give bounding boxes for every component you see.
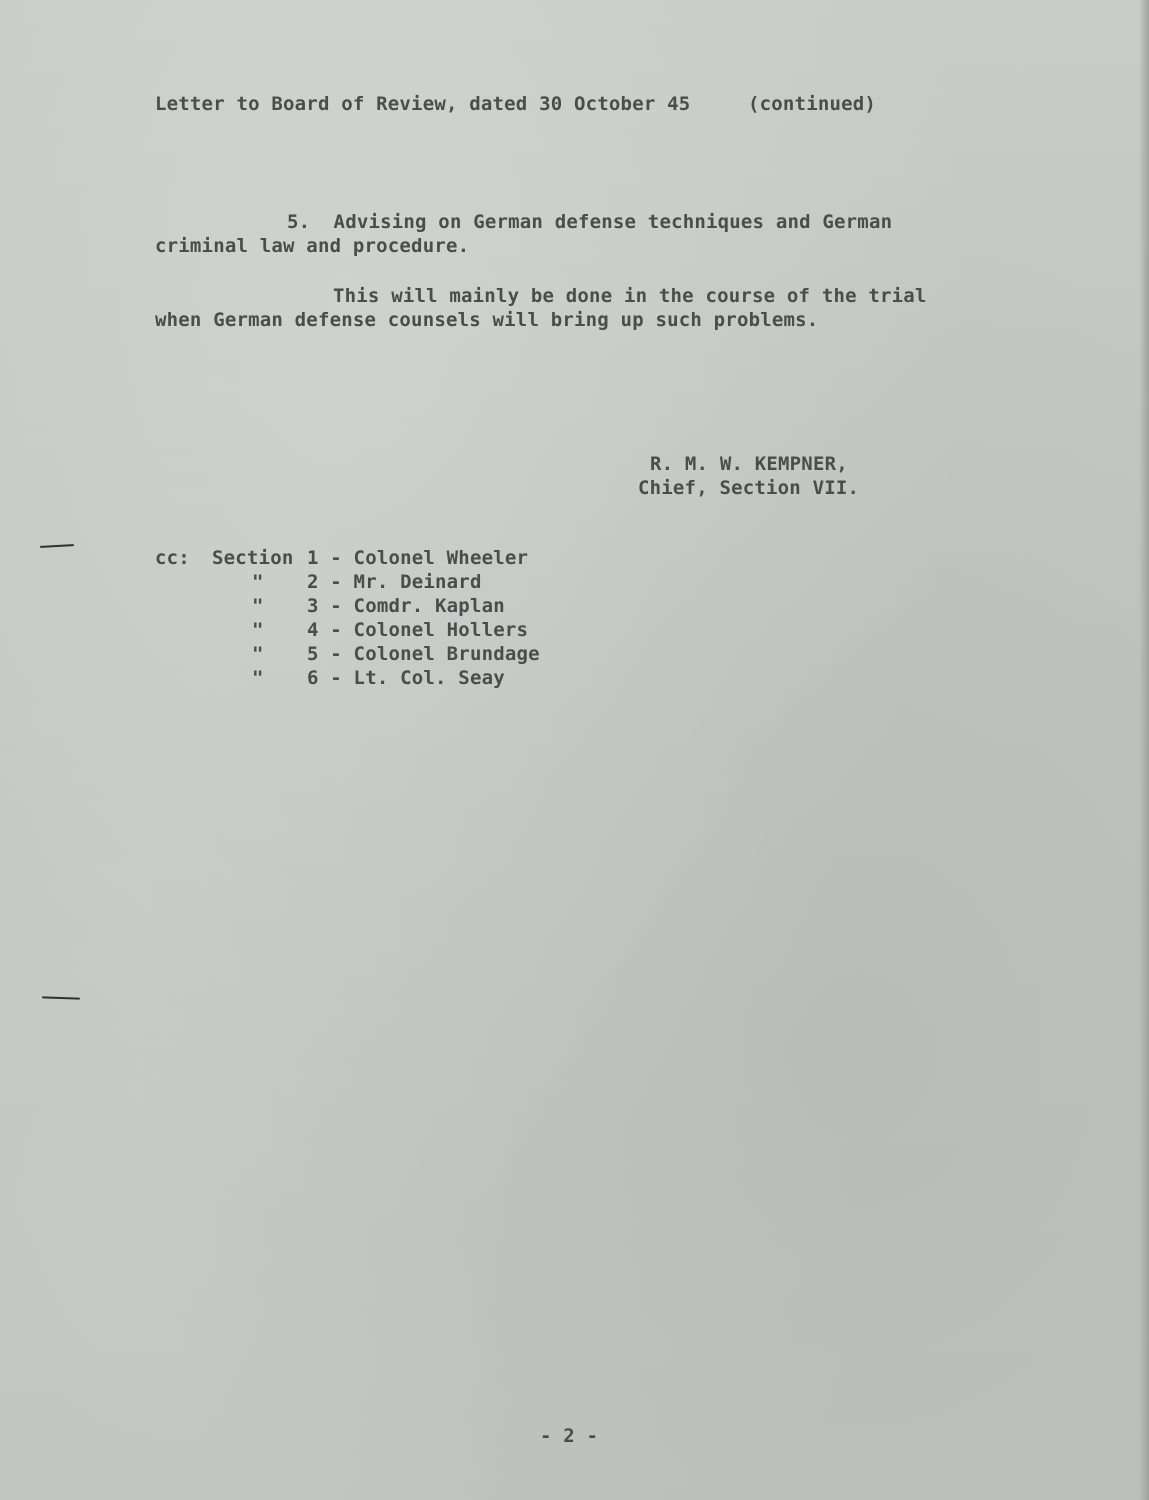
page-edge xyxy=(1139,0,1149,1500)
cc-prefix: " xyxy=(252,571,264,593)
cc-entry: 4 - Colonel Hollers xyxy=(307,619,529,641)
cc-prefix: Section xyxy=(212,547,294,569)
cc-entry: 5 - Colonel Brundage xyxy=(307,643,540,665)
cc-entry: 1 - Colonel Wheeler xyxy=(307,547,529,569)
cc-entry: 2 - Mr. Deinard xyxy=(307,571,482,593)
cc-entry: 3 - Comdr. Kaplan xyxy=(307,595,505,617)
signature-name: R. M. W. KEMPNER, xyxy=(650,453,848,475)
cc-prefix: " xyxy=(252,619,264,641)
item-5-line-2: criminal law and procedure. xyxy=(155,235,470,257)
cc-entry: 6 - Lt. Col. Seay xyxy=(307,667,505,689)
cc-prefix: " xyxy=(252,643,264,665)
paragraph-line-1: This will mainly be done in the course of the trial xyxy=(333,285,927,307)
header-continued: (continued) xyxy=(748,93,877,115)
cc-prefix: " xyxy=(252,595,264,617)
margin-mark xyxy=(40,544,74,548)
cc-label: cc: xyxy=(155,547,190,569)
margin-mark xyxy=(42,996,80,999)
header-reference: Letter to Board of Review, dated 30 October 45 xyxy=(155,93,691,115)
cc-prefix: " xyxy=(252,667,264,689)
page-number: - 2 - xyxy=(540,1425,599,1447)
paragraph-line-2: when German defense counsels will bring up such problems. xyxy=(155,309,819,331)
signature-title: Chief, Section VII. xyxy=(638,477,860,499)
item-5-line-1: 5. Advising on German defense techniques and German xyxy=(287,211,893,233)
